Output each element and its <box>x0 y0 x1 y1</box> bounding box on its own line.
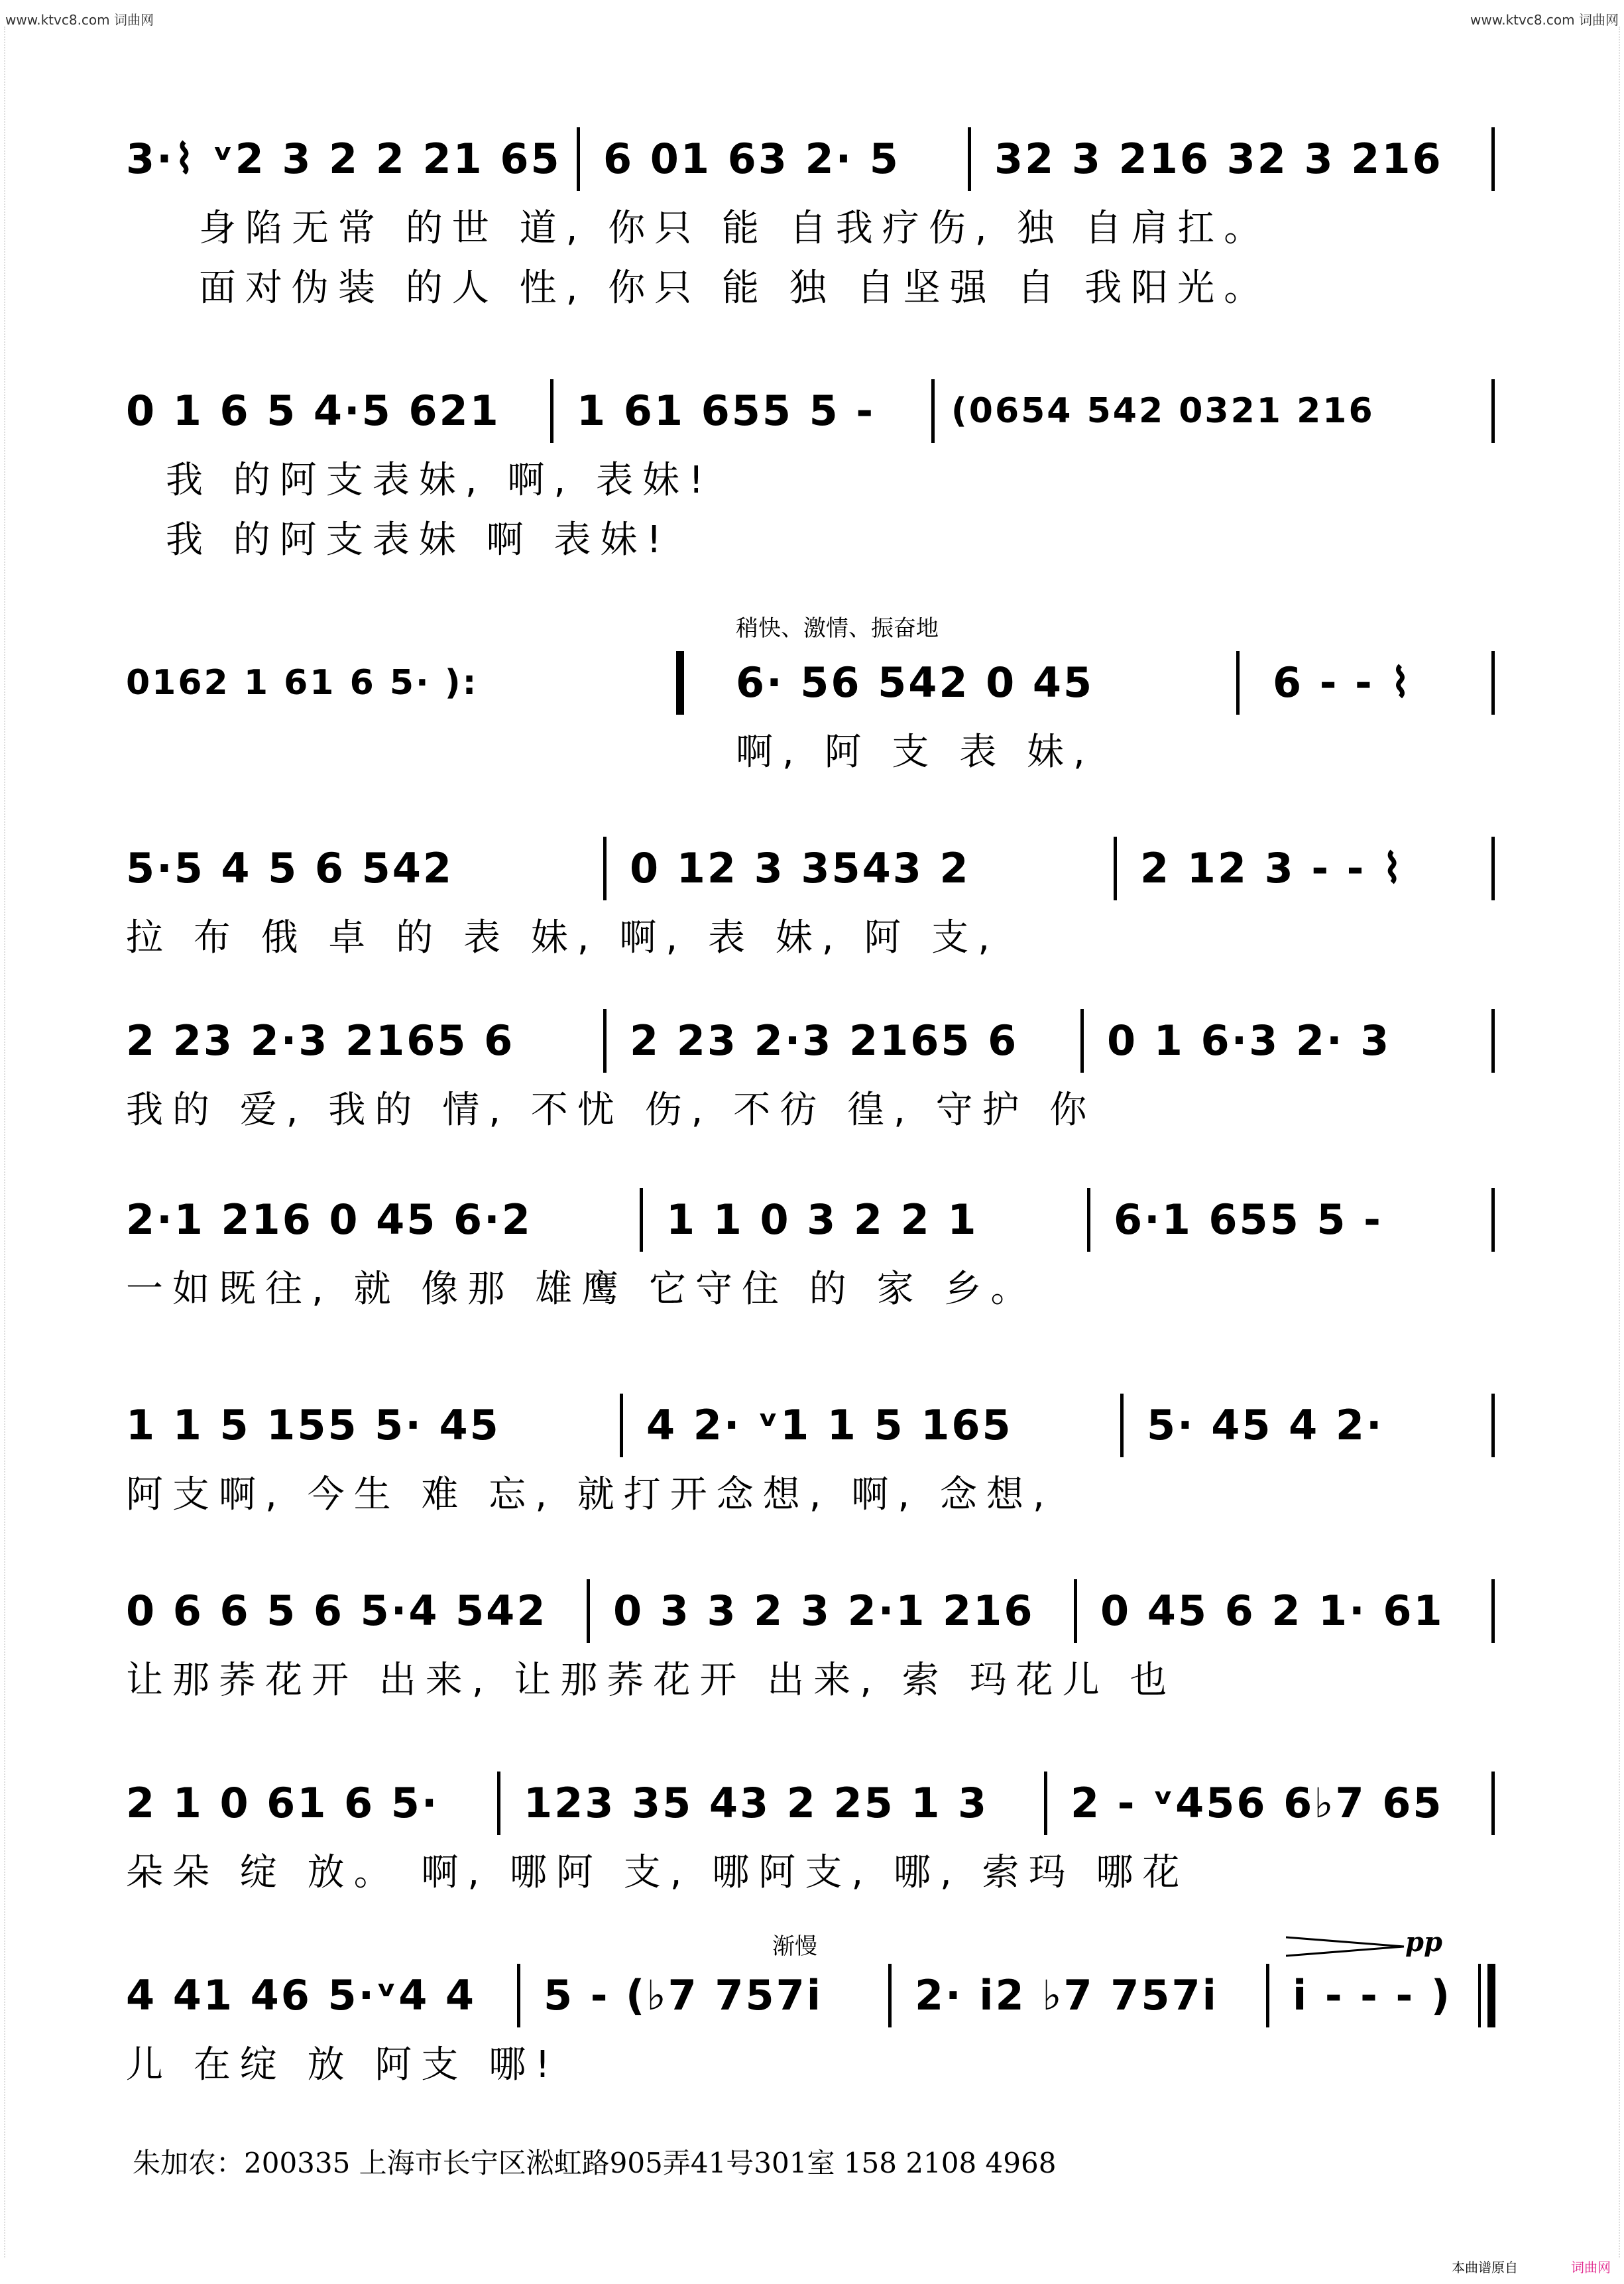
left-edge-border <box>4 27 15 2257</box>
barline <box>1491 379 1495 443</box>
lyric-line-1: 一如既往, 就 像那 雄鹰 它守住 的 家 乡。 <box>126 1268 1037 1311</box>
score-system-9 <box>126 1764 1498 1903</box>
barline <box>1044 1772 1047 1835</box>
barline <box>1087 1188 1090 1252</box>
contact-footer: 朱加农：200335 上海市长宁区淞虹路905弄41号301室 158 2108 4968 <box>133 2147 1057 2179</box>
measure: 2 23 2·3 2165 6 <box>126 1016 515 1065</box>
barline <box>1491 1579 1495 1643</box>
notation-line <box>126 1001 1498 1081</box>
measure: 2·1 216 0 45 6·2 <box>126 1195 532 1244</box>
measure: 6·1 655 5 - <box>1114 1195 1383 1244</box>
barline <box>1491 1188 1495 1252</box>
barline <box>1491 1009 1495 1073</box>
repeat-end-barline <box>676 651 684 715</box>
measure: 0 1 6 5 4·5 621 <box>126 387 500 435</box>
site-logo-text: 词曲网 <box>1571 2259 1611 2275</box>
measure: 0162 1 61 6 5· ): <box>126 663 479 703</box>
measure: (0654 542 0321 216 <box>951 391 1375 431</box>
measure: 5 - (♭7 757i <box>544 1971 823 2019</box>
barline <box>603 837 607 900</box>
tempo-annotation: 稍快、激情、振奋地 <box>736 615 939 642</box>
measure: 5·5 4 5 6 542 <box>126 844 454 892</box>
barline <box>1491 837 1495 900</box>
measure: 6 01 63 2· 5 <box>603 135 900 183</box>
measure: 0 1 6·3 2· 3 <box>1107 1016 1391 1065</box>
barline <box>497 1772 500 1835</box>
barline <box>620 1394 623 1457</box>
score-system-10 <box>126 1927 1498 2095</box>
barline <box>1114 837 1117 900</box>
barline <box>1266 1964 1269 2027</box>
notation-line <box>126 1386 1498 1465</box>
lyric-line-2: 面对伪装 的人 性, 你只 能 独 自坚强 自 我阳光。 <box>199 267 1271 310</box>
final-barline-thin <box>1478 1964 1481 2027</box>
lyric-line-1: 身陷无常 的世 道, 你只 能 自我疗伤, 独 自肩扛。 <box>199 207 1271 250</box>
notation-line <box>126 829 1498 908</box>
header-watermark-right: www.ktvc8.com 词曲网 <box>1470 12 1619 28</box>
measure: 2 1 0 61 6 5· <box>126 1779 439 1827</box>
score-system-1 <box>126 119 1498 318</box>
measure: 0 6 6 5 6 5·4 542 <box>126 1587 548 1635</box>
barline <box>1236 651 1240 715</box>
lyric-line-1: 朵朵 绽 放。 啊, 哪阿 支, 哪阿支, 哪, 索玛 哪花 <box>126 1851 1189 1894</box>
lyric-line-1: 啊, 阿 支 表 妹, <box>736 731 1094 774</box>
notation-line <box>126 371 1498 451</box>
measure: 1 1 5 155 5· 45 <box>126 1401 500 1449</box>
barline <box>603 1009 607 1073</box>
barline <box>1491 127 1495 191</box>
lyric-line-1: 我的 爱, 我的 情, 不忧 伤, 不彷 徨, 守护 你 <box>126 1089 1096 1132</box>
barline <box>517 1964 520 2027</box>
measure: 0 45 6 2 1· 61 <box>1100 1587 1444 1635</box>
measure: 2 - ᵛ456 6♭7 65 <box>1071 1779 1444 1827</box>
notation-line <box>126 643 1498 723</box>
lyric-line-1: 阿支啊, 今生 难 忘, 就打开念想, 啊, 念想, <box>126 1473 1054 1516</box>
header-watermark-left: www.ktvc8.com 词曲网 <box>5 12 154 28</box>
score-system-8 <box>126 1571 1498 1711</box>
barline <box>550 379 553 443</box>
measure: 2 23 2·3 2165 6 <box>630 1016 1019 1065</box>
notation-line <box>126 1956 1498 2035</box>
measure: 4 41 46 5·ᵛ4 4 <box>126 1971 477 2019</box>
source-note: 本曲谱原自 <box>1452 2259 1518 2275</box>
tempo-annotation: 渐慢 <box>772 1933 817 1960</box>
lyric-line-1: 让那荞花开 出来, 让那荞花开 出来, 索 玛花儿 也 <box>126 1659 1177 1702</box>
measure: 32 3 216 32 3 216 <box>994 135 1443 183</box>
dynamic-marking: pp <box>1405 1927 1442 1958</box>
lyric-line-1: 拉 布 俄 卓 的 表 妹, 啊, 表 妹, 阿 支, <box>126 916 1000 959</box>
notation-line <box>126 1764 1498 1843</box>
measure: 2· i2 ♭7 757i <box>915 1971 1218 2019</box>
lyric-line-1: 儿 在绽 放 阿支 哪! <box>126 2043 559 2086</box>
barline <box>1491 1394 1495 1457</box>
score-system-3 <box>126 615 1498 782</box>
measure: 4 2· ᵛ1 1 5 165 <box>646 1401 1013 1449</box>
barline <box>1080 1009 1084 1073</box>
notation-line <box>126 1180 1498 1260</box>
barline <box>587 1579 590 1643</box>
score-system-4 <box>126 829 1498 968</box>
notation-line <box>126 119 1498 199</box>
measure: 0 3 3 2 3 2·1 216 <box>613 1587 1035 1635</box>
right-edge-border <box>1609 27 1620 2257</box>
measure: 1 61 655 5 - <box>577 387 876 435</box>
measure: 3·⌇ ᵛ2 3 2 2 21 65 <box>126 135 561 183</box>
barline <box>1120 1394 1124 1457</box>
measure: 0 12 3 3543 2 <box>630 844 970 892</box>
barline <box>888 1964 892 2027</box>
measure: 2 12 3 - - ⌇ <box>1140 844 1405 892</box>
notation-line <box>126 1571 1498 1651</box>
barline <box>1491 1772 1495 1835</box>
measure: i - - - ) <box>1293 1971 1452 2019</box>
measure: 6 - - ⌇ <box>1273 658 1413 707</box>
score-system-2 <box>126 371 1498 570</box>
measure: 123 35 43 2 25 1 3 <box>524 1779 989 1827</box>
lyric-line-1: 我 的阿支表妹, 啊, 表妹! <box>166 459 713 502</box>
measure: 5· 45 4 2· <box>1147 1401 1384 1449</box>
measure: 6· 56 542 0 45 <box>736 658 1094 707</box>
score-system-7 <box>126 1386 1498 1525</box>
barline <box>1491 651 1495 715</box>
lyric-line-2: 我 的阿支表妹 啊 表妹! <box>166 518 671 562</box>
score-system-6 <box>126 1180 1498 1319</box>
measure: 1 1 0 3 2 2 1 <box>666 1195 978 1244</box>
barline <box>640 1188 643 1252</box>
score-system-5 <box>126 1001 1498 1140</box>
barline <box>931 379 935 443</box>
barline <box>577 127 580 191</box>
final-barline-thick <box>1487 1964 1495 2027</box>
barline <box>1074 1579 1077 1643</box>
barline <box>968 127 971 191</box>
